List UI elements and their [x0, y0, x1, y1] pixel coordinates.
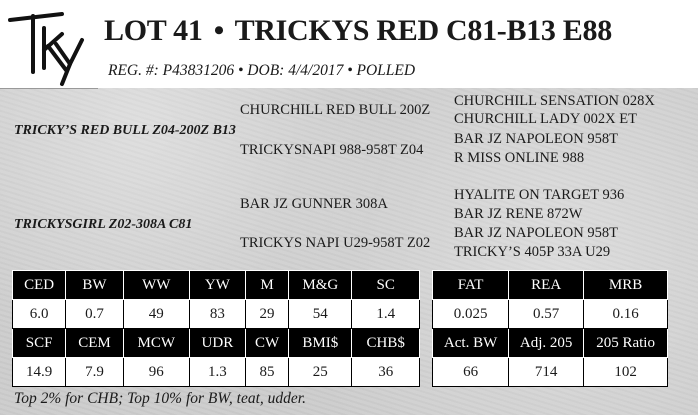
epd-header: BMI$ [289, 329, 352, 358]
weight-header: Act. BW [433, 329, 509, 358]
footer-note: Top 2% for CHB; Top 10% for BW, teat, udder. [14, 390, 306, 407]
pedigree-sire: TRICKY’S RED BULL Z04-200Z B13 [14, 123, 236, 138]
pedigree-dds: BAR JZ NAPOLEON 958T [454, 225, 618, 241]
epd-table-left [12, 270, 420, 387]
epd-header: M&G [289, 271, 352, 300]
pedigree-dss: HYALITE ON TARGET 936 [454, 187, 625, 203]
epd-value: 83 [189, 300, 245, 329]
epd-value: 14.9 [13, 358, 66, 387]
lot-title [104, 14, 612, 48]
epd-value: 1.3 [189, 358, 245, 387]
carcass-header: FAT [433, 271, 509, 300]
registration-line: REG. #: P43831206 • DOB: 4/4/2017 • POLLED [108, 62, 416, 79]
epd-value: 54 [289, 300, 352, 329]
pedigree-dam-sire: BAR JZ GUNNER 308A [240, 196, 388, 212]
epd-header: BW [66, 271, 124, 300]
epd-value: 7.9 [66, 358, 124, 387]
epd-table-right [432, 270, 668, 387]
weight-header: Adj. 205 [509, 329, 584, 358]
animal-name: TRICKYS RED C81-B13 E88 [234, 14, 612, 47]
epd-header: M [245, 271, 288, 300]
carcass-value: 0.025 [433, 300, 509, 329]
epd-value: 49 [123, 300, 189, 329]
epd-value: 6.0 [13, 300, 66, 329]
carcass-value: 0.57 [509, 300, 584, 329]
weight-header: 205 Ratio [584, 329, 668, 358]
weight-value: 102 [584, 358, 668, 387]
epd-value: 1.4 [352, 300, 420, 329]
epd-value: 96 [123, 358, 189, 387]
title-bullet: • [213, 14, 224, 47]
epd-value: 36 [352, 358, 420, 387]
pedigree-ddd: TRICKY’S 405P 33A U29 [454, 244, 611, 260]
epd-header: SCF [13, 329, 66, 358]
epd-header: UDR [189, 329, 245, 358]
pedigree-sss: CHURCHILL SENSATION 028X [454, 93, 655, 109]
carcass-value: 0.16 [584, 300, 668, 329]
epd-value: 85 [245, 358, 288, 387]
epd-header: CHB$ [352, 329, 420, 358]
epd-header: CEM [66, 329, 124, 358]
lot-number: LOT 41 [104, 14, 203, 47]
epd-value: 0.7 [66, 300, 124, 329]
pedigree-ssd: CHURCHILL LADY 002X ET [454, 111, 637, 127]
ranch-logo [0, 0, 98, 89]
pedigree-dam-dam: TRICKYS NAPI U29-958T Z02 [240, 235, 431, 251]
pedigree-dsd: BAR JZ RENE 872W [454, 206, 583, 222]
epd-header: CED [13, 271, 66, 300]
carcass-header: MRB [584, 271, 668, 300]
weight-value: 714 [509, 358, 584, 387]
carcass-header: REA [509, 271, 584, 300]
pedigree-sds: BAR JZ NAPOLEON 958T [454, 131, 618, 147]
epd-header: CW [245, 329, 288, 358]
tky-brand-icon [0, 0, 98, 88]
pedigree-sire-dam: TRICKYSNAPI 988-958T Z04 [240, 142, 424, 158]
epd-header: YW [189, 271, 245, 300]
pedigree-sdd: R MISS ONLINE 988 [454, 150, 585, 166]
epd-value: 29 [245, 300, 288, 329]
weight-value: 66 [433, 358, 509, 387]
pedigree-sire-sire: CHURCHILL RED BULL 200Z [240, 102, 431, 118]
epd-value: 25 [289, 358, 352, 387]
pedigree-dam: TRICKYSGIRL Z02-308A C81 [14, 217, 193, 232]
epd-header: WW [123, 271, 189, 300]
epd-header: MCW [123, 329, 189, 358]
epd-header: SC [352, 271, 420, 300]
